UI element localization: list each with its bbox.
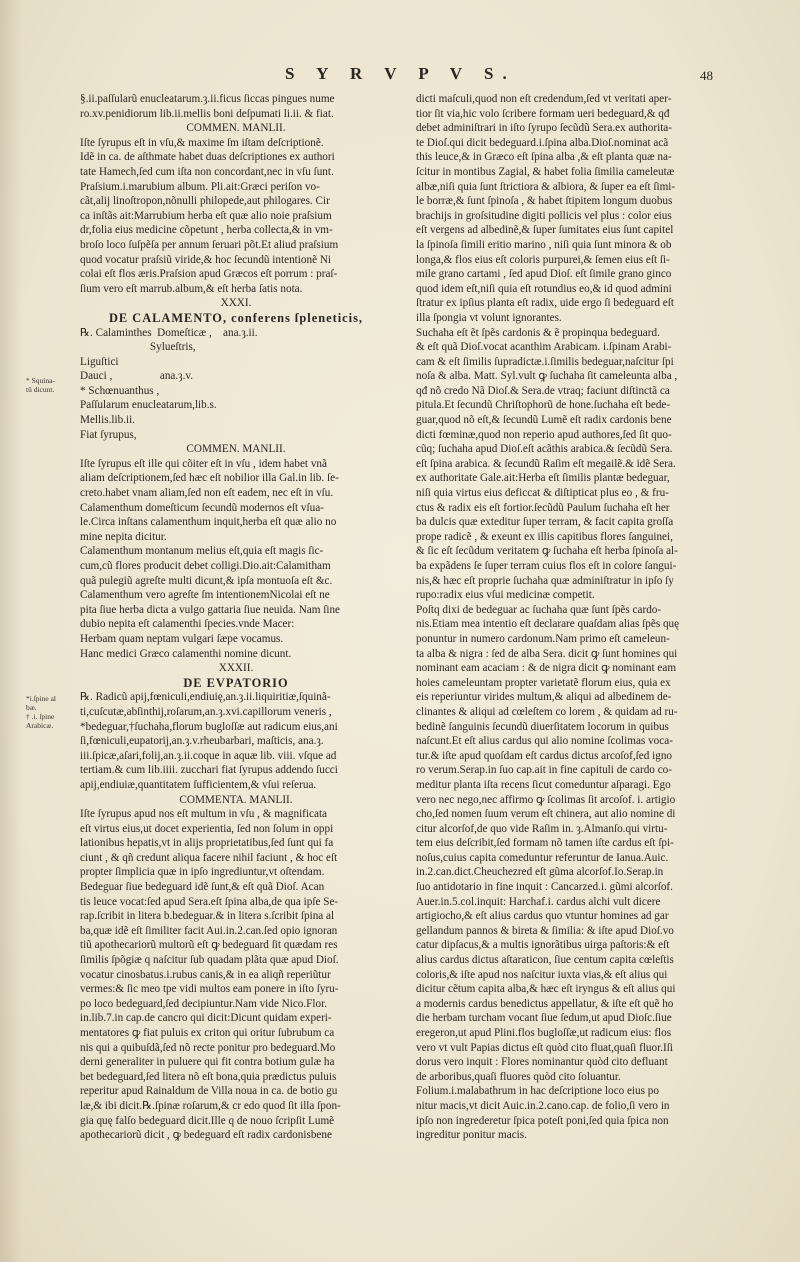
text-line: Dauci , ana.ȝ.v. [80,370,194,383]
text-line: eſt vergens ad albedinẽ,& ſuper ſumitates eius ſunt capitel [416,224,674,237]
text-line: bedinẽ ſanguinis ſecundũ diuerſitatem locorum in quibus [416,720,669,733]
text-line: te Dioſ.qui dicit bedeguard.i.ſpina alba.Dioſ.nominat acã [416,136,669,149]
text-line: guar,quod nõ eſt,& ſecundũ Lumẽ eſt radix cardonis bene [416,414,672,427]
text-line: tertiam.& cum lib.iiii. zucchari fiat ſyrupus addendo ſucci [80,764,338,777]
text-line: eſt ſpina arabica. & ſecundũ Raſim eſt megailẽ.& idẽ Sera. [416,457,676,470]
text-line: ba expãdens ſe ſuper terram cuius flos eſt in colore ſangui- [416,560,677,572]
text-line: this leuce,& in Græco eſt ſpina alba ,& eſt planta quæ na- [416,151,672,164]
text-line: derni generaliter in puluere qui fit contra botium gulæ ha [80,1056,335,1069]
text-line: po loco bedeguard,ſed decipiuntur.Nam vide Nico.Flor. [80,997,327,1010]
text-line: dicti maſculi,quod non eſt credendum,ſed vt veritati aper- [416,93,672,105]
text-line: qđ nõ credo Nã Dioſ.& Sera.de vtraq; faciunt diſtinctã ca [416,384,670,397]
text-line: nis qui a quibuſdã,ſed nõ recte ponitur pro bedeguard.Mo [80,1041,336,1054]
text-line: eregeron,ut apud Plini.flos bugloſſæ,ut radicum eius: flos [416,1027,672,1039]
text-line: & ſic eſt ſecũdum veritatem ꝙ ſuchaha eſt herba ſpinoſa al- [416,545,678,558]
text-line: ex authoritate Gale.ait:Herba eſt ſimilis plantæ bedeguar, [416,472,670,485]
text-line: §.ii.paſſularũ enucleatarum.ȝ.ii.ficus ſiccas pingues nume [80,93,335,105]
text-line: vermes:& ſic meo tpe vidi multos eam ponere in iſto ſyru- [80,983,339,996]
text-line: Fiat ſyrupus, [80,428,137,441]
text-line: gellandum pannos & bireta & ſimilia: & iſte apud Dioſ.vo [416,924,674,937]
text-line: la ſpinoſa ſimili eritio marino , niſi quia ſunt minora & ob [416,238,672,251]
text-line: quod vocatur praſsiũ viride,& hoc ſecundũ intentionẽ Ni [80,253,332,266]
text-line: ingreditur ponitur macis. [416,1129,527,1142]
text-line: longa,& flos eius eſt coloris purpurei,& ſemen eius eſt ſi- [416,253,670,266]
text-line: Auer.in.5.col.inquit: Harchaf.i. cardus alchi vult dicere [416,895,661,908]
text-line: ca inſtãs ait:Marrubium herba eſt quæ alio noie praſsium [80,209,332,222]
running-head [0,64,800,88]
text-line: artigiocho,& eſt alius cardus quo vtuntur homines ad gar [416,910,669,923]
text-line: dicitur cẽtum capita alba,& hæc eſt iryngus & eſt alius qui [416,983,676,996]
text-line: ſium vero eſt marrub.album,& eſt herba ſatis nota. [80,282,303,295]
text-line: rap.ſcribit in litera b.bedeguar.& in litera s.ſcribit ſpina al [80,910,335,923]
text-line: ℞. Calaminthes Domeſticæ , ana.ȝ.ii. [80,326,258,339]
text-line: eis reperiuntur virides multum,& aliqui ad albedinem de- [416,691,672,704]
text-line: albæ,niſi quia ſunt ſtrictiora & albiora, & ſuper ea eſt ſimi- [416,180,676,193]
text-line: brachijs in groſsitudine digiti pollicis vel plus : color eius [416,209,672,222]
text-line: Paſſularum enucleatarum,lib.s. [80,399,217,412]
text-line: tior ſit via,hic volo ſcribere formam ueri bedeguard,& qđ [416,107,670,120]
text-line: tem eius deſcribit,ſed formam nõ tamen iſte cardus eſt ſpi- [416,837,674,850]
text-line: le.Circa inſtans calamenthum inquit,herba eſt quæ alio no [80,516,337,529]
text-line: vero nec nego,nec affirmo ꝙ ſcolimas ſit arcoſof. i. artigio [416,793,676,806]
text-line: pita ſiue herba dicta a vulgo gattaria ſiue neuida. Nam ſine [80,603,341,616]
gutter-shadow [0,0,22,1262]
text-line: Poſtq dixi de bedeguar ac ſuchaha quæ ſunt ſpẽs cardo- [416,603,662,616]
text-line: citur alcorſof,de quo vide Raſim in. ȝ.Almanſo.qui virtu- [416,822,668,835]
text-line: vero vt vult Papias dictus eſt quòd cito fluat,quaſi fluor.Iſi [416,1041,673,1054]
text-line: * Schœnuanthus , [80,384,160,397]
text-line: apij,endiuiæ,quantitatem ſufficientem,& vſui reſerua. [80,778,317,791]
text-line: quod idem eſt,niſi quia eſt rotundius eo,& id quod admini [416,282,672,295]
folio-number: 48 [700,68,713,83]
text-line: Herbam quam neptam vulgari ſæpe vocamus. [80,632,284,645]
text-line: ſtratur ex ipſius planta eſt radix, uide ergo ſi bedeguard eſt [416,297,674,310]
text-line: die herbam turcham vocant ſiue ſedum,ut apud Dioſc.ſiue [416,1012,672,1025]
text-line: naſcunt.Et eſt alius cardus qui alio nomine ſcolimas voca- [416,735,673,748]
text-line: ſcitur in montibus Zagial, & habet folia ſimilia cameleutæ [416,165,675,178]
text-line: DE EVPATORIO [183,675,289,690]
text-line: ro verum.Serap.in ſuo cap.ait in fine capituli de cardo co- [416,764,672,777]
text-line: DE CALAMENTO, conferens ſpleneticis, [108,310,364,325]
text-line: ipſo non ingrederetur ſpica poteſt poni,ſed quia ſpica non [416,1114,669,1127]
text-line: alius cardus dictus aſtaraticon, ſiue centum capita cœleſtis [416,954,674,967]
text-line: coloris,& iſte apud nos naſcitur iuxta vias,& eſt alius qui [416,968,668,981]
text-line: Iſte ſyrupus apud nos eſt multum in vſu , & magnificata [80,808,328,821]
text-line: tur.& iſte apud quoſdam eſt cardus dictus arcoſof,ſed igno [416,749,673,762]
text-line: Praſsium.i.marubium album. Pli.ait:Græci periſon vo- [80,180,320,193]
text-line: Iſte ſyrupus eſt in vſu,& maxime ſm iſtam deſcriptionẽ. [80,136,324,149]
text-line: in.lib.7.in cap.de cancro qui dicit:Dicunt quidam experi- [80,1012,332,1025]
running-title: S Y R V P V S. [285,64,516,83]
text-line: ℞. Radicũ apij,fœniculi,endiuię,an.ȝ.ii.liquiritiæ,ſquinã- [80,691,331,704]
text-line: prope radicẽ , & exeunt ex illis capitibus flores ſanguinei, [416,530,673,543]
text-line: noſa & alba. Matt. Syl.vult ꝙ ſuchaha ſit cameleunta alba , [416,370,678,383]
text-line: COMMEN. MANLII. [186,122,286,135]
text-line: cho,ſed nomen ſuum verum eſt chinera, aut alio nomine di [416,808,676,821]
text-line: ſimilis ſpõgiæ q naſcitur ſub quadam plãta quæ apud Dioſ. [80,954,339,967]
text-line: Calamenthum vero agreſte ſm intentionemNicolai eſt ne [80,589,330,602]
text-line: aliam deſcriptionem,ſed hæc eſt nobilior illa Gal.in lib. ſe- [80,472,339,485]
text-line: tate Hamech,ſed cum iſta non concordant,nec in vſu ſunt. [80,165,334,178]
text-line: Folium.i.malabathrum in hac deſcriptione loco eius po [416,1085,659,1098]
text-line: mile grano cartami , ſed apud Dioſ. eſt ſimile grano ginco [416,268,672,281]
margin-note-squinantum: * Squina- tũ dicunt. [26,376,55,394]
text-line: bet bedeguard,ſed litera nõ eſt bona,quia prædictus puluis [80,1070,337,1083]
text-line: COMMENTA. MANLII. [179,793,293,806]
left-column [80,92,392,1232]
text-line: de arboribus,quaſi fluores quòd cito ſoluantur. [416,1070,621,1083]
text-line: catur dipſacus,& a multis ignorãtibus uirga paſtoris:& eſt [416,939,670,952]
text-line: Suchaha eſt ẽt ſpẽs cardonis & ẽ propinqua bedeguard. [416,326,660,339]
text-line: ta alba & nigra : ſed de alba Sera. dicit ꝙ ſunt homines qui [416,647,678,660]
text-line: gia quę falſo bedeguard dicit.Ille q de nouo ſcripſit Lumẽ [80,1114,335,1127]
text-line: meditur planta iſta recens ſicut comeduntur aſparagi. Ego [416,778,671,791]
text-line: Bedeguar ſiue bedeguard idẽ ſunt,& eſt quã Dioſ. Acan [80,881,325,894]
text-line: reperitur apud Rainaldum de Villa noua in ca. de botio gu [80,1085,338,1098]
text-line: a modernis cardus benedictus appellatur, & iſte eſt quẽ ho [416,997,674,1010]
text-line: eſt virtus eius,ut docet experientia, ſed non ſolum in oppi [80,822,334,835]
text-line: ſi,fœniculi,eupatorij,an.ȝ.v.rheubarbari, maſticis, ana.ȝ. [80,735,324,748]
text-line: ro.xv.penidiorum lib.ii.mellis boni deſpumati li.ii. & fiat. [80,107,334,120]
text-line: COMMEN. MANLII. [186,443,286,456]
text-line: broſo loco ſuſpẽſa per annum ſeruari põt.Et aliud praſsium [80,238,339,251]
text-line: dr,folia eius medicine cõpetunt , herba collecta,& in vm- [80,224,333,237]
text-line: niſi quia virtus eius deficcat & diſtipticat plus eo , & fru- [416,487,669,500]
text-line: læ,& ibi dicit.℞.ſpinæ roſarum,& cr edo quod ſit illa ſpon- [80,1099,341,1112]
text-line: mentatores ꝙ fiat puluis ex criton qui oritur ſubrubum ca [80,1027,335,1039]
text-line: XXXI. [220,297,252,310]
text-line: colai eſt flos æris.Praſsion apud Græcos eſt porrum : praſ- [80,268,338,281]
text-line: Calamenthum domeſticum ſecundũ modernos eſt vſua- [80,501,324,514]
text-line: Sylueſtris, [80,341,196,354]
text-line: cũq; ſuchaha apud Dioſ.eſt acãthis arabica.& ſecũdũ Sera. [416,443,673,456]
margin-note-spine: *i.ſpine al bæ. † .i. ſpine Arabicæ. [26,694,56,730]
text-line: & eſt quã Dioſ.vocat acanthim Arabicam. i.ſpinam Arabi- [416,341,672,354]
text-line: ſuo antidotario in fine inquit : Cancarzed.i. gũmi alcorſof. [416,881,673,894]
text-line: cãt,alij linoſtropon,nõnulli philopede,aut philogares. Cir [80,195,330,208]
text-line: cam & eſt ſimilis ſupradictæ.i.ſimilis bedeguar,naſcitur ſpi [416,355,674,368]
text-line: quã pulegiũ agreſte multi dicunt,& ipſa montuoſa eſt &c. [80,574,333,587]
text-line: debet adminiſtrari in iſto ſyrupo ſecũdũ Sera.ex authorita- [416,122,672,135]
text-line: le borræ,& ſunt ſpinoſa , & habet ſtipitem longum duobus [416,195,673,208]
text-line: noſus,cuius capita comeduntur referuntur de Ianua.Auic. [416,851,669,864]
text-line: lationibus hepatis,vt in alijs proprietatibus,ſed ſunt qui fa [80,837,334,850]
text-line: ciunt , & qñ credunt aliqua facere nihil faciunt , & hoc eſt [80,851,338,864]
text-line: vocatur cinosbatus.i.rubus canis,& in ea aliqñ reperiũtur [80,968,331,981]
text-line: pitula.Et ſecundũ Chriſtophorũ de hone.ſuchaha eſt bede- [416,399,671,412]
text-line: iii.ſpicæ,aſari,folij,an.ȝ.ii.coque in aquæ lib. viii. vſque ad [80,749,337,762]
text-line: tis leuce vocat:ſed apud Sera.eſt ſpina alba,de qua ipſe Se- [80,895,339,908]
text-line: ti,cuſcutæ,abſinthij,roſarum,an.ȝ.xvi.capillorum veneris , [80,705,332,718]
text-line: hoies cameleuntam propter varietatẽ florum eius, quia ex [416,676,671,689]
text-line: illa ſpongia vt volunt ignorantes. [416,311,562,324]
text-line: *bedeguar,†ſuchaha,florum bugloſſæ aut radicum eius,ani [80,720,338,733]
text-line: ba dulcis quæ exteditur ſuper terram, & facit capita groſſa [416,516,674,529]
text-line: dorus vero inquit : Flores nominantur quòd cito defluant [416,1056,668,1069]
text-line: ctus & radix eis eſt fortior.ſecũdũ Paulum ſuchaha eſt her [416,501,670,514]
text-line: ba,quæ idẽ eſt ſimiliter facit Aui.in.2.can.ſed opio ignoran [80,924,338,937]
text-line: ponuntur in numero cardonum.Nam primo eſt cameleun- [416,632,670,645]
text-line: creto.habet vnam aliam,ſed non eſt eadem, nec eſt in vſu. [80,487,334,500]
text-line: Idẽ in ca. de aſthmate habet duas deſcriptiones ex authori [80,151,335,164]
text-line: apothecariorũ dicit , ꝙ bedeguard eſt radix cardonisbene [80,1129,332,1142]
text-line: Iſte ſyrupus eſt ille qui cõiter eſt in vſu , idem habet vnã [80,457,327,470]
text-line: Mellis.lib.ii. [80,414,136,427]
right-column [416,92,722,1232]
text-line: nis,& hæc eſt proprie ſuchaha quæ adminiſtratur in ipſo ſy [416,574,674,587]
text-line: nitur macis,vt dicit Auic.in.2.cano.cap. de folio,ſi vero in [416,1099,670,1112]
text-line: clinantes & aliqui ad cœleſtem co lorem , & quidam ad ru- [416,705,678,718]
text-line: Calamenthum montanum melius eſt,quia eſt magis ſic- [80,545,324,558]
text-line: nis.Etiam mea intentio eſt declarare quaſdam alias ſpẽs quę [416,618,680,631]
text-line: cum,cũ flores producit debet colligi.Dio.ait:Calamitham [80,560,331,572]
text-line: XXXII. [218,662,254,675]
text-line: mine nepita dicitur. [80,530,167,543]
text-line: Hanc medici Græco calamenthi nomine dicunt. [80,647,292,660]
text-line: propter ſimplicia quæ in ipſo ingrediuntur,vt oſtendam. [80,866,325,879]
text-line: in.2.can.dict.Cheuchezred eſt gũma alcorſof.Io.Serap.in [416,866,664,879]
text-line: nominant eam acaciam : & de nigra dicit ꝙ nominant eam [416,662,677,675]
text-line: tiũ apothecariorũ multorũ eſt ꝙ bedeguard ſit quædam res [80,939,338,952]
text-line: Liguſtici [80,355,119,368]
text-line: rupo:radix eius vſui medicinæ competit. [416,589,595,602]
text-line: dicti fœminæ,quod non reperio apud authores,ſed ſit quo- [416,428,672,441]
text-line: dubio nepita eſt calamenthi ſpecies.vnde Macer: [80,618,295,631]
